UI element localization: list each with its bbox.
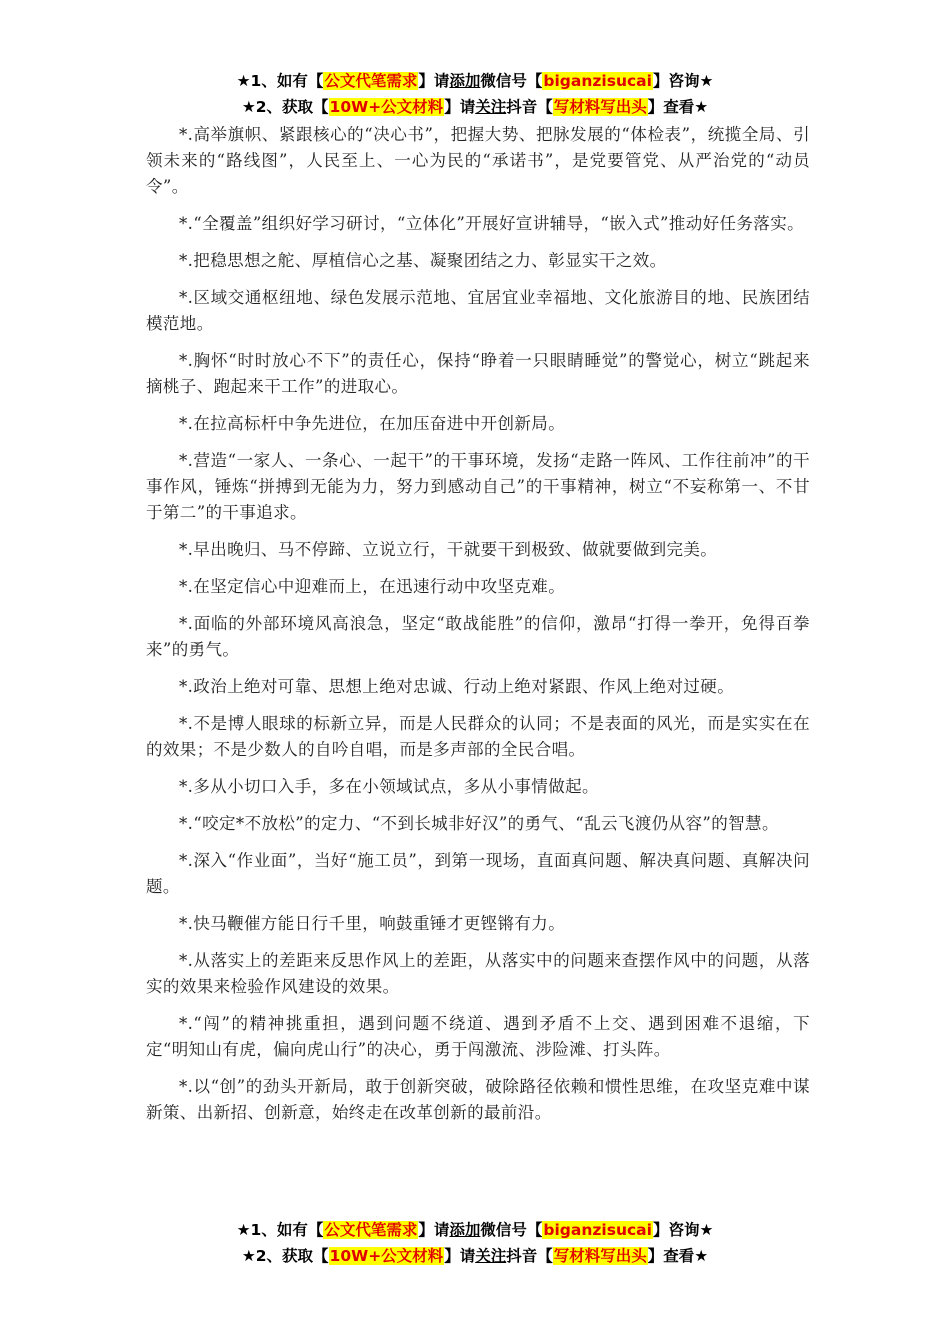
banner-highlight: 写材料写出头 [553,1247,647,1265]
paragraph: *.早出晚归、马不停蹄、立说立行，干就要干到极致、做就要做到完美。 [179,540,718,559]
banner-highlight: 公文代笔需求 [324,1221,418,1239]
banner-text: 】请 [418,72,450,90]
paragraph: *.以“创”的劲头开新局，敢于创新突破，破除路径依赖和惯性思维，在攻坚克难中谋新策、出新招、创新意，始终走在改革创新的最前沿。 [146,1077,810,1122]
document-body [146,122,810,1137]
banner-highlight: biganzisucai [543,72,652,90]
paragraph: *.区域交通枢纽地、绿色发展示范地、宜居宜业幸福地、文化旅游目的地、民族团结模范地。 [146,288,810,333]
banner-text: ★1、如有【 [236,72,324,90]
banner-text: ★2、获取【 [241,1247,329,1265]
banner-emphasis: 关注 [475,98,507,116]
paragraph: *.“闯”的精神挑重担，遇到问题不绕道、遇到矛盾不上交、遇到困难不退缩，下定“明知山有虎，偏向虎山行”的决心，勇于闯激流、涉险滩、打头阵。 [146,1014,810,1059]
banner-emphasis: 添加 [449,72,481,90]
paragraph: *.深入“作业面”，当好“施工员”，到第一现场，直面真问题、解决真问题、真解决问题。 [146,851,810,896]
paragraph: *.“全覆盖”组织好学习研讨，“立体化”开展好宣讲辅导，“嵌入式”推动好任务落实。 [179,214,805,233]
paragraph: *.政治上绝对可靠、思想上绝对忠诚、行动上绝对紧跟、作风上绝对过硬。 [179,677,735,696]
paragraph: *.快马鞭催方能日行千里，响鼓重锤才更铿锵有力。 [179,914,566,933]
paragraph: *.在拉高标杆中争先进位，在加压奋进中开创新局。 [179,414,566,433]
paragraph: *.营造“一家人、一条心、一起干”的干事环境，发扬“走路一阵风、工作往前冲”的干事作风，锤炼“拼搏到无能为力，努力到感动自己”的干事精神，树立“不妄称第一、不甘于第二”的干事追求。 [146,451,810,522]
banner-text: 】查看★ [647,98,709,116]
paragraph: *.“咬定*不放松”的定力、“不到长城非好汉”的勇气、“乱云飞渡仍从容”的智慧。 [179,814,779,833]
banner-text: 】请 [444,98,476,116]
banner-highlight: 10W+公文材料 [329,1247,444,1265]
banner-text: 抖音【 [506,98,553,116]
banner-text: ★2、获取【 [241,98,329,116]
banner-line-2 [0,1243,950,1269]
banner-text: 】查看★ [647,1247,709,1265]
banner-text: 】请 [444,1247,476,1265]
banner-line-1 [0,68,950,94]
paragraph: *.高举旗帜、紧跟核心的“决心书”，把握大势、把脉发展的“体检表”，统揽全局、引领未来的“路线图”，人民至上、一心为民的“承诺书”，是党要管党、从严治党的“动员令”。 [146,125,810,196]
paragraph: *.不是博人眼球的标新立异，而是人民群众的认同；不是表面的风光，而是实实在在的效果；不是少数人的自吟自唱，而是多声部的全民合唱。 [146,714,810,759]
banner-text: 】请 [418,1221,450,1239]
paragraph: *.在坚定信心中迎难而上，在迅速行动中攻坚克难。 [179,577,566,596]
banner-highlight: 公文代笔需求 [324,72,418,90]
banner-line-1 [0,1217,950,1243]
banner-text: 微信号【 [480,1221,543,1239]
banner-emphasis: 添加 [449,1221,481,1239]
banner-text: 】咨询★ [652,1221,714,1239]
banner-text: 】咨询★ [652,72,714,90]
banner-text: 微信号【 [480,72,543,90]
banner-text: ★1、如有【 [236,1221,324,1239]
banner-line-2 [0,94,950,120]
banner-highlight: 写材料写出头 [553,98,647,116]
bottom-banner [0,1217,950,1269]
banner-emphasis: 关注 [475,1247,507,1265]
paragraph: *.多从小切口入手，多在小领域试点，多从小事情做起。 [179,777,599,796]
paragraph: *.把稳思想之舵、厚植信心之基、凝聚团结之力、彰显实干之效。 [179,251,667,270]
top-banner [0,68,950,120]
paragraph: *.胸怀“时时放心不下”的责任心，保持“睁着一只眼睛睡觉”的警觉心，树立“跳起来摘桃子、跑起来干工作”的进取心。 [146,351,810,396]
banner-text: 抖音【 [506,1247,553,1265]
banner-highlight: biganzisucai [543,1221,652,1239]
banner-highlight: 10W+公文材料 [329,98,444,116]
paragraph: *.面临的外部环境风高浪急，坚定“敢战能胜”的信仰，激昂“打得一拳开，免得百拳来”的勇气。 [146,614,810,659]
paragraph: *.从落实上的差距来反思作风上的差距，从落实中的问题来查摆作风中的问题，从落实的效果来检验作风建设的效果。 [146,951,810,996]
